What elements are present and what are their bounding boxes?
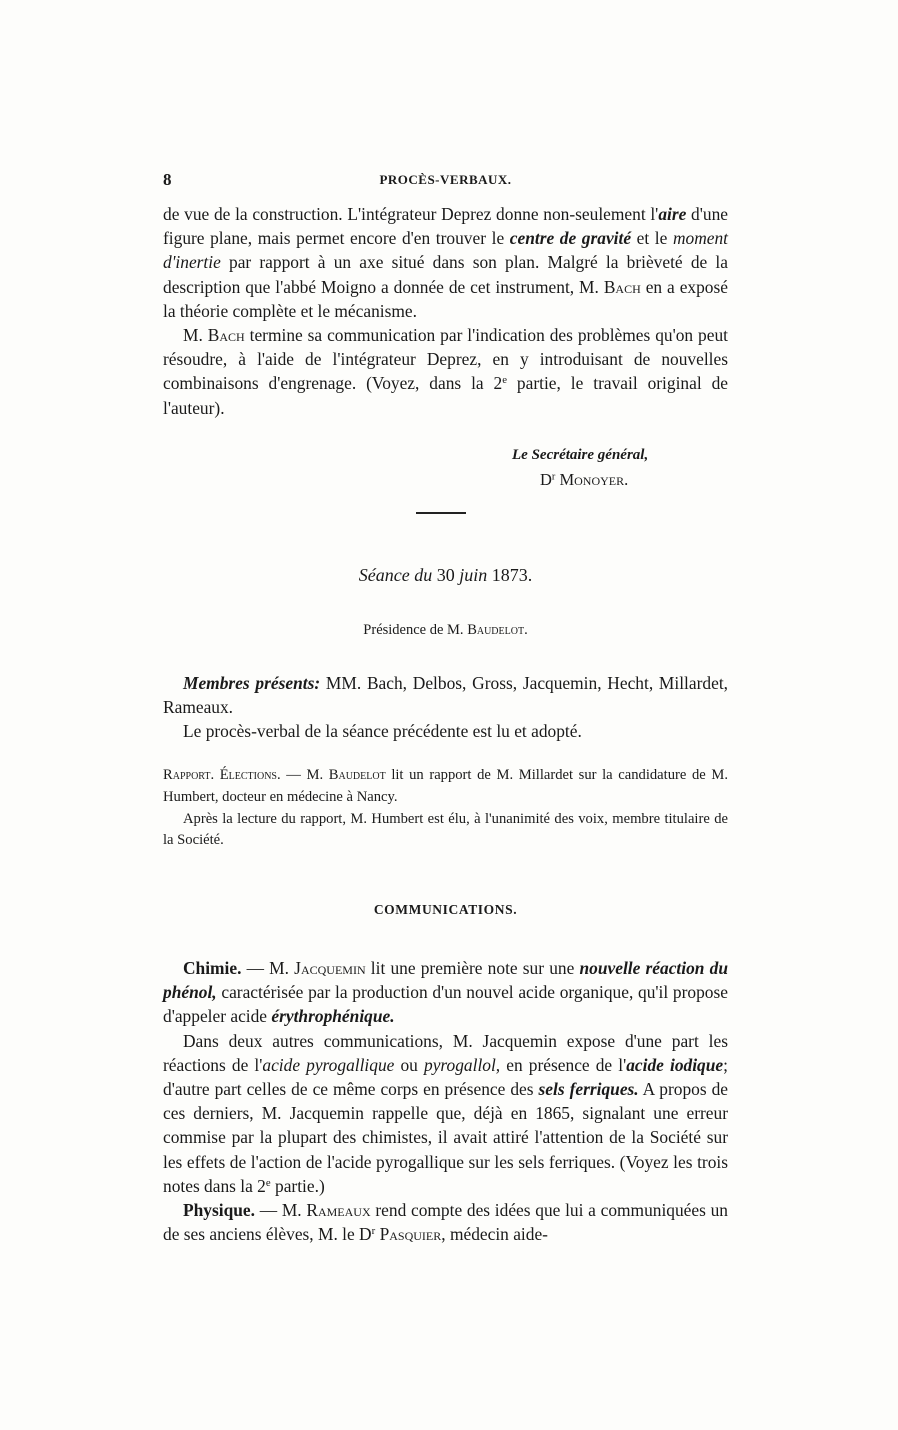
members-present: Membres présents: MM. Bach, Delbos, Gross, Jacquemin, Hecht, Millardet, Rameaux. <box>163 673 728 718</box>
members-block <box>163 671 728 744</box>
rapport-block <box>163 765 728 852</box>
presidence-line: Présidence de M. Baudelot. <box>363 622 528 638</box>
communications-heading: COMMUNICATIONS. <box>373 902 518 917</box>
signature-name: $D^r$ Monoyer. <box>540 470 629 489</box>
paragraph-integrateur: de vue de la construction. L'intégrateur Deprez donne non-seulement l'aire d'une figure plane, mais permet encore d'en trouver le centre de gravité et le moment d'inertie par rapport à un axe situé dans son plan. Malgré la brièveté de la description que l'abbé Moigno a donnée de cet instrument, M. Bach en a exposé la théorie complète et le mécanisme. <box>163 204 729 321</box>
signature-title: Le Secrétaire général, <box>512 447 649 463</box>
page-number: 8 <box>163 170 172 189</box>
minutes-adopted: Le procès-verbal de la séance précédente est lu et adopté. <box>183 721 582 742</box>
election-paragraph: Après la lecture du rapport, M. Humbert est élu, à l'unanimité des voix, membre titulaire de la Société. <box>163 810 728 849</box>
running-title: PROCÈS-VERBAUX. <box>379 172 512 187</box>
communications-block <box>163 956 728 1246</box>
seance-heading: Séance du 30 juin 1873. <box>358 565 533 585</box>
running-header <box>163 170 728 194</box>
rapport-paragraph: Rapport. Élections. — M. Baudelot lit un rapport de M. Millardet sur la candidature de M. Humbert, docteur en médecine à Nancy. <box>163 767 728 805</box>
paragraph-block-deprez <box>163 202 728 420</box>
physique-paragraph: Physique. — M. Rameaux rend compte des idées que lui a communiquées un de ses anciens élèves, M. le $D^r$ Pasquier, médecin aide- <box>163 1200 728 1245</box>
section-divider <box>416 512 466 514</box>
pyrogallol-paragraph: Dans deux autres communications, M. Jacquemin expose d'une part les réactions de l'acide pyrogallique ou pyrogallol, en présence de l'acide iodique; d'autre part celles de ce même corps en présence des sels ferriques. A propos de ces derniers, M. Jacquemin rappelle que, déjà en 1865, signalant une erreur commise par la plupart des chimistes, il avait attiré l'attention de la Société sur les effets de l'action de l'acide pyrogallique sur les sels ferriques. (Voyez les trois notes dans la 2e partie.) <box>163 1030 729 1196</box>
chimie-paragraph: Chimie. — M. Jacquemin lit une première note sur une nouvelle réaction du phénol, caractérisée par la production d'un nouvel acide organique, qu'il propose d'appeler acide érythrophénique. <box>163 958 728 1027</box>
paragraph-bach: M. Bach termine sa communication par l'indication des problèmes qu'on peut résoudre, à l'aide de l'intégrateur Deprez, en y introduisant de nouvelles combinaisons d'engrenage. (Voyez, dans la 2e partie, le travail original de l'auteur). <box>163 325 728 418</box>
